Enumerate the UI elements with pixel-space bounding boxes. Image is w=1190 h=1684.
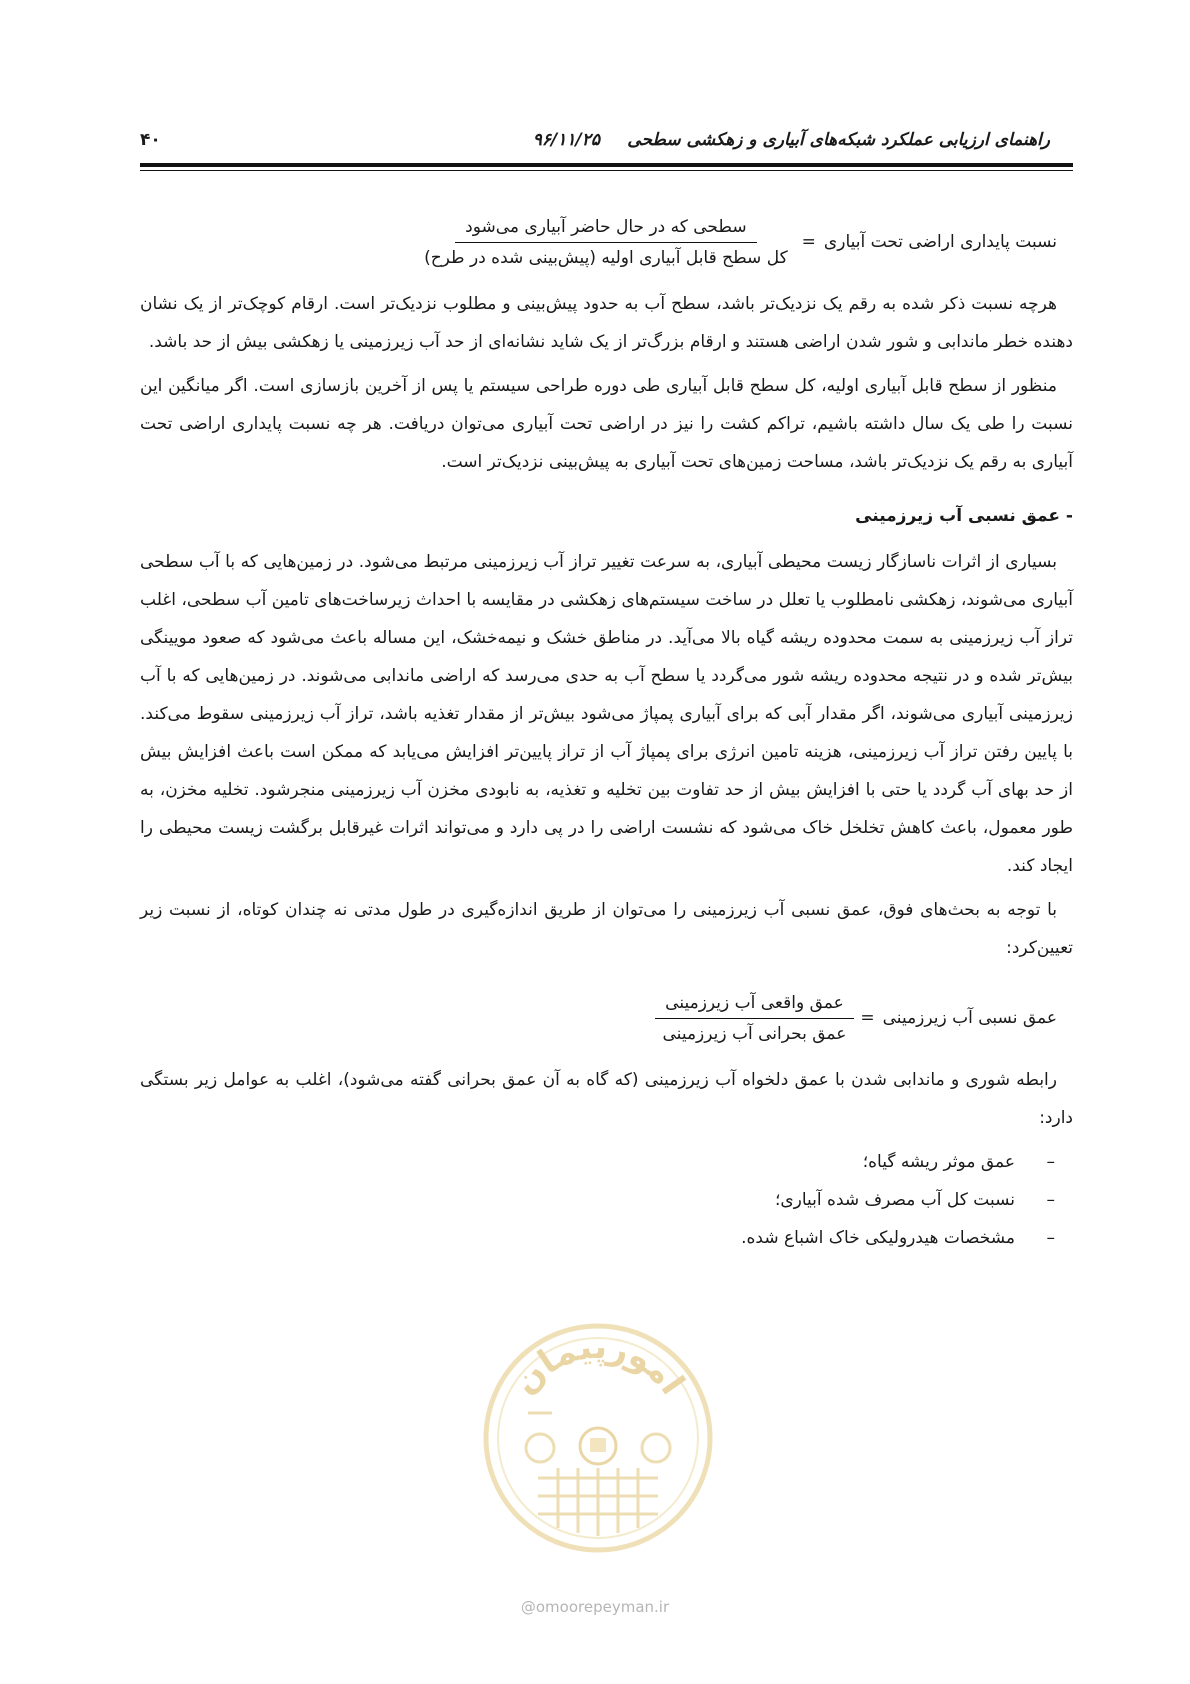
relative-depth-formula [140,981,1073,1055]
formula-numerator: سطحی که در حال حاضر آبیاری می‌شود [455,212,756,243]
running-header [140,130,1050,154]
formula-fraction [653,988,857,1049]
formula-equals: = [860,1008,875,1028]
paragraph-relative-depth-intro: با توجه به بحث‌های فوق، عمق نسبی آب زیرزمینی را می‌توان از طریق اندازه‌گیری در طول مدتی نه چندان کوتاه، از نسبت زیر تعیین‌کرد: [140,900,1073,958]
bullet-dash: – [1046,1190,1055,1210]
list-item-text: مشخصات هیدرولیکی خاک اشباع شده. [741,1228,1015,1248]
header-title: راهنمای ارزیابی عملکرد شبکه‌های آبیاری و زهکشی سطحی [627,130,1050,150]
sustainability-ratio-formula [140,205,1073,279]
watermark-url: @omoorepeyman.ir [520,1598,670,1616]
formula-lhs: عمق نسبی آب زیرزمینی [882,1008,1057,1028]
page-number: ۴۰ [140,130,161,150]
paragraph-irrigable-area: منظور از سطح قابل آبیاری اولیه، کل سطح قابل آبیاری طی دوره طراحی سیستم یا پس از آخرین بازسازی است. اگر میانگین این نسبت را طی یک سال داشته باشیم، تراکم کشت را نیز در اراضی تحت آبیاری می‌توان دریافت. هر چه نسبت پایداری اراضی تحت آبیاری به رقم یک نزدیک‌تر باشد، مساحت زمین‌های تحت آبیاری به پیش‌بینی نزدیک‌تر است. [140,376,1073,472]
section-heading: - عمق نسبی آب زیرزمینی [855,506,1073,526]
formula-denominator: عمق بحرانی آب زیرزمینی [662,1023,847,1044]
header-date: ۹۶/۱۱/۲۵ [532,130,600,150]
header-rule-thick [140,163,1073,167]
paragraph-ratio-interpretation: هرچه نسبت ذکر شده به رقم یک نزدیک‌تر باشد، سطح آب به حدود پیش‌بینی و مطلوب نزدیک‌تر است. ارقام کوچک‌تر از یک نشان دهنده خطر ماندابی و شور شدن اراضی هستند و ارقام بزرگ‌تر از یک شاید نشانه‌ای از حد آب زیرزمینی یا زهکشی بیش از حد باشد. [140,294,1073,352]
paragraph-groundwater-effects: بسیاری از اثرات ناسازگار زیست محیطی آبیاری، به سرعت تغییر تراز آب زیرزمینی مرتبط می‌شود. در زمین‌هایی که با آب سطحی آبیاری می‌شوند، زهکشی نامطلوب یا تعلل در ساخت سیستم‌های زهکشی در مقایسه با احداث زیرساخت‌های تامین آب سطحی، اغلب تراز آب زیرزمینی به سمت محدوده ریشه گیاه بالا می‌آید. در مناطق خشک و نیمه‌خشک، این مساله باعث می‌شود که صعود مویینگی بیش‌تر شده و در نتیجه محدوده ریشه شور می‌گردد یا سطح آب به حدی می‌رسد که اراضی ماندابی می‌شوند. در زمین‌هایی که با آب زیرزمینی آبیاری می‌شوند، اگر مقدار آبی که برای آبیاری پمپاژ می‌شود بیش‌تر از مقدار تغذیه باشد، تراز آب زیرزمینی سقوط می‌کند. با پایین رفتن تراز آب زیرزمینی، هزینه تامین انرژی برای پمپاژ آب از تراز پایین‌تر افزایش می‌یابد که ممکن است باعث افزایش بیش از حد بهای آب گردد یا حتی با افزایش بیش از حد تفاوت بین تخلیه و تغذیه، به نابودی مخزن آب زیرزمینی منجرشود. تخلیه مخزن، به طور معمول، باعث کاهش تخلخل خاک می‌شود که نشست اراضی را در پی دارد و می‌تواند اثرات غیرقابل برگشت زیست محیطی را ایجاد کند. [140,552,1073,876]
list-item [140,1219,1055,1257]
formula-denominator: کل سطح قابل آبیاری اولیه (پیش‌بینی شده در طرح) [424,247,788,268]
list-item [140,1143,1055,1181]
paragraph-salinity-factors: رابطه شوری و ماندابی شدن با عمق دلخواه آب زیرزمینی (که گاه به آن عمق بحرانی گفته می‌شود)، اغلب به عوامل زیر بستگی دارد: [140,1070,1073,1128]
formula-numerator: عمق واقعی آب زیرزمینی [655,988,854,1019]
bullet-dash: – [1046,1228,1055,1248]
list-item-text: نسبت کل آب مصرف شده آبیاری؛ [774,1190,1015,1210]
list-item-text: عمق موثر ریشه گیاه؛ [862,1152,1015,1172]
list-item [140,1181,1055,1219]
formula-equals: = [801,232,816,252]
formula-lhs: نسبت پایداری اراضی تحت آبیاری [823,232,1057,252]
watermark-logo [478,1318,718,1558]
factor-list [140,1143,1073,1257]
bullet-dash: – [1046,1152,1055,1172]
main-content [140,205,1073,1257]
watermark-arc-text: امورپیمان [504,1326,693,1403]
formula-fraction [414,212,798,273]
header-rule-thin [140,170,1073,171]
